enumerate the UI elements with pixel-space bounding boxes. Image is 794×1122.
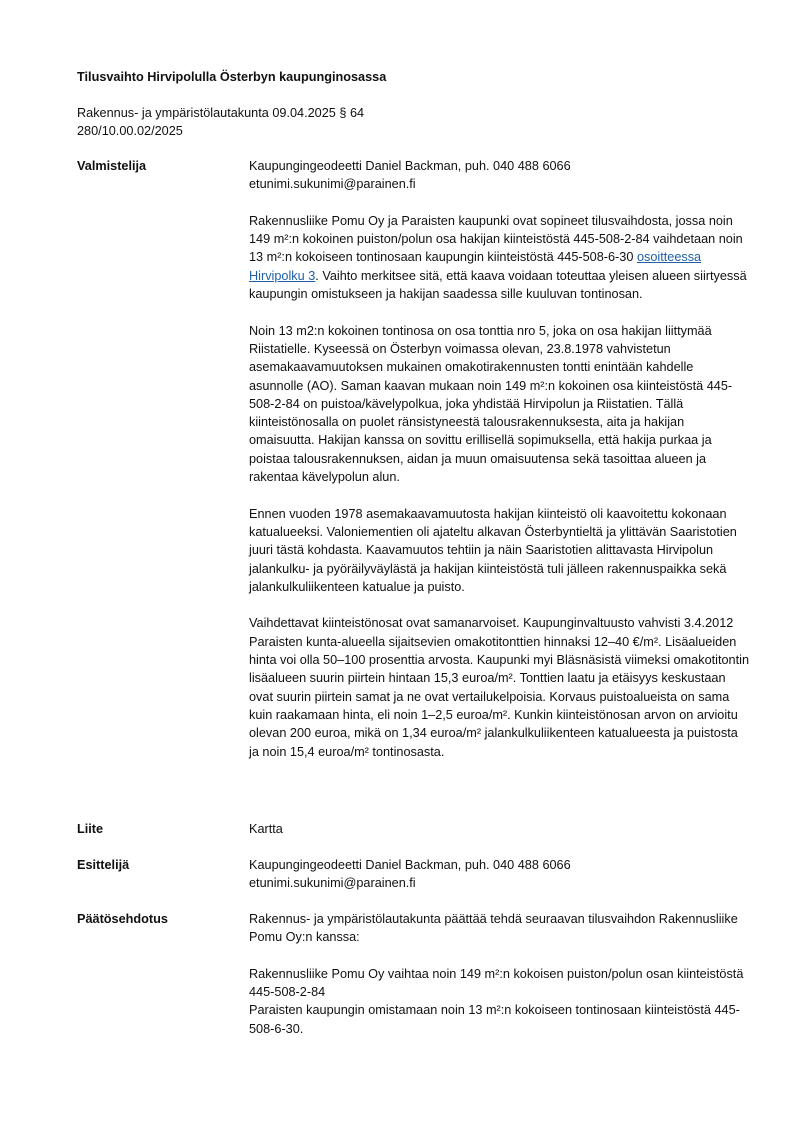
- presenter-email: etunimi.sukunimi@parainen.fi: [249, 876, 416, 891]
- valmistelija-label: Valmistelija: [77, 159, 147, 173]
- meeting-line: Rakennus- ja ympäristölautakunta 09.04.2025 § 64: [77, 106, 365, 120]
- presenter-contact: Kaupungingeodeetti Daniel Backman, puh. 040 488 6066: [249, 858, 571, 872]
- paragraph-exchange: [249, 212, 749, 303]
- preparer-email: etunimi.sukunimi@parainen.fi: [249, 177, 416, 192]
- paragraph-plot: Noin 13 m2:n kokoinen tontinosa on osa tonttia nro 5, joka on osa hakijan liittymää Riistatielle. Kyseessä on Österbyn voimassa olevan, 23.8.1978 vahvistetun asemakaavamuutoksen mukainen omakotirakennusten tontti enintään kahdelle asunnolle (AO). Saman kaavan mukaan noin 149 m²:n kokoinen osa kiinteistöstä 445-508-2-84 on puistoa/kävelypolkua, joka yhdistää Hirvipolun ja Riistatien. Tällä kiinteistönosalla on puolet ränsistyneestä talousrakennuksesta, aita ja hakijan omaisuutta. Hakijan kanssa on sovittu erillisellä sopimuksella, että hakija purkaa ja poistaa talousrakennuksen, aidan ja muun omaisuutensa sekä tasoittaa alueen ja rakentaa kävelypolun alun.: [249, 323, 733, 485]
- valmistelija-section: [249, 157, 749, 761]
- paragraph-text: . Vaihto merkitsee sitä, että kaava voidaan toteuttaa yleisen alueen siirtyessä kaupungin omistukseen ja hakijan saadessa sille kuuluvan tontinosan.: [249, 268, 747, 302]
- diary-number: 280/10.00.02/2025: [77, 124, 183, 139]
- document-title: Tilusvaihto Hirvipolulla Österbyn kaupunginosassa: [77, 70, 387, 84]
- proposal-line: Paraisten kaupungin omistamaan noin 13 m²:n kokoiseen tontinosaan kiinteistöstä 445-508-6-30.: [249, 1003, 740, 1036]
- proposal-intro: Rakennus- ja ympäristölautakunta päättää tehdä seuraavan tilusvaihdon Rakennusliike Pomu Oy:n kanssa:: [249, 912, 738, 945]
- proposal-line: Rakennusliike Pomu Oy vaihtaa noin 149 m²:n kokoisen puiston/polun osan kiinteistöstä 445-508-2-84: [249, 966, 744, 1000]
- paragraph-history: Ennen vuoden 1978 asemakaavamuutosta hakijan kiinteistö oli kaavoitettu kokonaan katualueeksi. Valoniementien oli ajateltu alkavan Österbyntieltä ja ylittävän Saaristotien juuri tästä kohdasta. Kaavamuutos tehtiin ja näin Saaristotien alittavasta Hirvipolun jalankulku- ja pyöräilyväylästä ja hakijan kiinteistöstä tuli jälleen rakennuspaikka sekä jalankulkuliikenteen katualue ja puisto.: [249, 506, 737, 594]
- paatosehdotus-section: [249, 910, 749, 1038]
- paatosehdotus-label: Päätösehdotus: [77, 912, 168, 926]
- preparer-contact: Kaupungingeodeetti Daniel Backman, puh. 040 488 6066: [249, 159, 571, 173]
- attachment-value: Kartta: [249, 822, 283, 836]
- paragraph-text: Rakennusliike Pomu Oy ja Paraisten kaupunki ovat sopineet tilusvaihdosta, jossa noin 149 m²:n kokoinen puiston/polun osa hakijan kiinteistöstä 445-508-2-84 vaihdetaan noin 13 m²:n kokoiseen tontinosaan kaupungin kiinteistöstä 445-508-6-30: [249, 213, 743, 265]
- esittelija-section: [249, 856, 749, 893]
- esittelija-label: Esittelijä: [77, 858, 130, 872]
- liite-label: Liite: [77, 822, 104, 836]
- meeting-info: [77, 104, 364, 141]
- paragraph-valuation: Vaihdettavat kiinteistönosat ovat samanarvoiset. Kaupunginvaltuusto vahvisti 3.4.2012 Paraisten kunta-alueella sijaitsevien omakotitonttien hinnaksi 12–40 €/m². Lisäalueiden hinta voi olla 50–100 prosenttia arvosta. Kaupunki myi Bläsnäsistä viimeksi omakotitontin lisäalueen suurin piirtein hintaan 15,3 euroa/m². Tonttien laatu ja etäisyys keskustaan ovat suurin piirtein samat ja ne ovat vertailukelpoisia. Korvaus puistoalueista on sama kuin raakamaan hinta, eli noin 1–2,5 euroa/m². Kunkin kiinteistönosan arvon on arvioitu olevan 200 euroa, mikä on 1,34 euroa/m² jalankulkuliikenteen katualueesta ja puistosta ja noin 15,4 euroa/m² tontinosasta.: [249, 616, 750, 759]
- address-link[interactable]: osoitteessa Hirvipolku 3: [249, 250, 702, 283]
